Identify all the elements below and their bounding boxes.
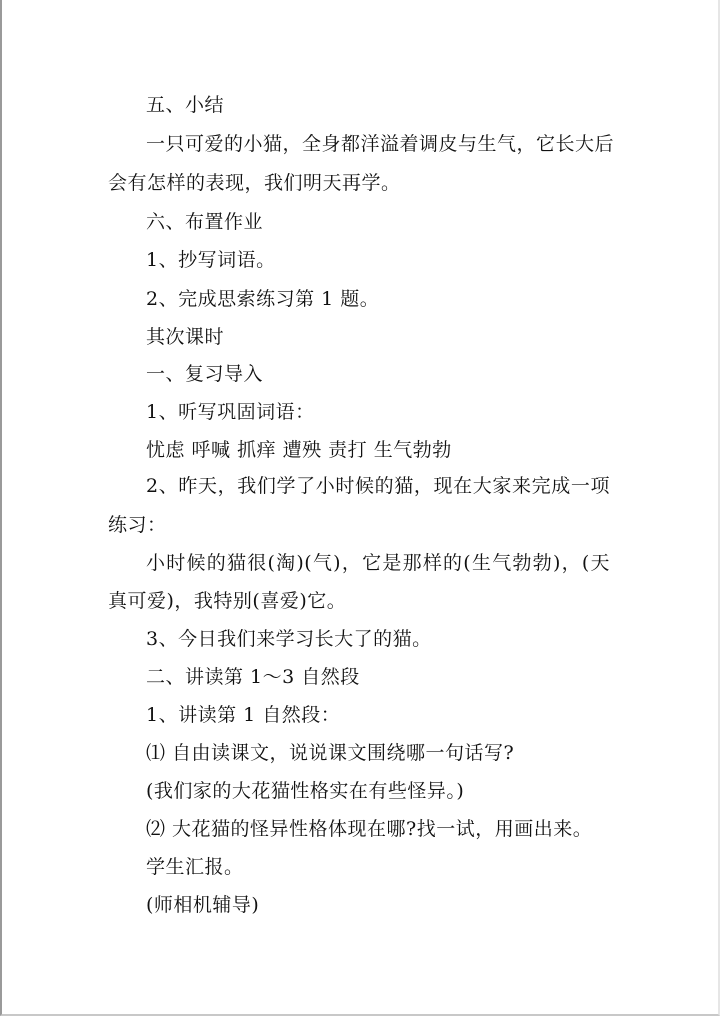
paragraph-line: (师相机辅导) <box>146 894 260 916</box>
paragraph-line: (我们家的大花猫性格实在有些怪异。) <box>146 780 465 802</box>
list-item: 1、讲读第 1 自然段： <box>146 704 341 726</box>
paragraph-line: 练习： <box>108 514 167 536</box>
section-heading-reading: 二、讲读第 1～3 自然段 <box>146 666 360 688</box>
list-item: 1、抄写词语。 <box>146 249 276 271</box>
section-heading-homework: 六、布置作业 <box>146 211 264 233</box>
lesson-heading: 其次课时 <box>146 326 225 348</box>
list-item: ⑴ 自由读课文，说说课文围绕哪一句话写? <box>146 742 515 764</box>
paragraph-line: 小时候的猫很(淘)(气)，它是那样的(生气勃勃)，(天 <box>146 552 610 574</box>
section-heading-summary: 五、小结 <box>146 94 225 116</box>
list-item: 2、完成思索练习第 1 题。 <box>146 288 380 310</box>
paragraph-line: 2、昨天，我们学了小时候的猫，现在大家来完成一项 <box>146 475 610 497</box>
paragraph-line: 会有怎样的表现，我们明天再学。 <box>108 172 401 194</box>
list-item: 1、听写巩固词语： <box>146 401 315 423</box>
section-heading-review: 一、复习导入 <box>146 363 264 385</box>
list-item: 3、今日我们来学习长大了的猫。 <box>146 628 432 650</box>
vocabulary-line: 忧虑 呼喊 抓痒 遭殃 责打 生气勃勃 <box>146 439 452 461</box>
list-item: ⑵ 大花猫的怪异性格体现在哪?找一试，用画出来。 <box>146 818 593 840</box>
paragraph-line: 真可爱)，我特别(喜爱)它。 <box>108 590 347 612</box>
paragraph-line: 一只可爱的小猫，全身都洋溢着调皮与生气，它长大后 <box>146 133 615 155</box>
paragraph-line: 学生汇报。 <box>146 856 244 878</box>
